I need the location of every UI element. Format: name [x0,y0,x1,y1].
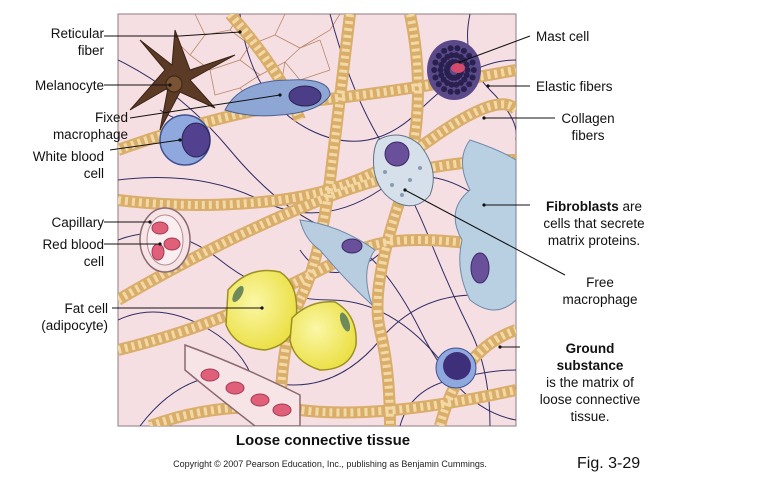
label-text: matrix proteins. [547,233,641,248]
mast-granule [470,60,476,66]
mast-granule [432,60,438,66]
label-fixed-macrophage [10,109,128,143]
label-text: Melanocyte [34,78,104,93]
label-text: are [618,199,643,214]
label-fat-cell [10,300,108,334]
mast-granule [465,67,471,73]
lymphocyte-cell [436,348,476,388]
label-text: Capillary [51,215,104,230]
label-fibroblasts [530,198,658,249]
label-text-bold: substance [556,358,624,373]
mast-granule [461,48,467,54]
label-text: (adipocyte) [41,318,108,333]
label-text: tissue. [570,409,610,424]
label-elastic-fibers [536,78,613,95]
mast-granule [431,67,437,73]
label-text: Free [586,275,614,290]
mast-granule [432,75,438,81]
label-text: cells that secrete [543,216,645,231]
label-reticular-fiber [18,25,104,59]
figure-number: Fig. 3-29 [577,455,641,472]
mast-granule [436,53,442,59]
label-text: macrophage [52,127,128,142]
mast-granule [436,81,442,87]
mast-granule [448,89,454,95]
label-text: loose connective [539,392,641,407]
mast-granule [471,67,477,73]
mast-granule [454,89,460,95]
white-blood-cell [160,115,210,165]
mast-granule [454,45,460,51]
label-text: fibers [571,128,605,143]
mast-granule [470,75,476,81]
label-text: Elastic fibers [536,79,613,94]
label-white-blood-cell [10,148,104,182]
mast-cell [427,40,481,100]
mast-granule [438,67,444,73]
label-capillary [10,214,104,231]
label-text: macrophage [562,292,638,307]
mast-granule [461,86,467,92]
mast-granule [448,45,454,51]
label-text: cell [83,166,104,181]
label-text: fiber [77,43,104,58]
capillary-vessel [140,208,190,272]
mast-granule [441,86,447,92]
figure-title: Loose connective tissue [235,432,411,449]
label-red-blood-cell [10,236,104,270]
mast-granule [466,81,472,87]
label-text: Fat cell [64,301,108,316]
label-melanocyte [10,77,104,94]
label-ground-substance [522,340,658,425]
label-mast-cell [536,28,589,45]
label-free-macrophage [560,274,640,308]
label-text: is the matrix of [546,375,634,390]
label-text: Fixed [94,110,128,125]
label-text: Collagen [561,111,615,126]
copyright-notice: Copyright © 2007 Pearson Education, Inc., publishing as Benjamin Cummings. [173,459,487,469]
mast-granule [441,48,447,54]
fibroblast-cell [455,140,516,310]
label-text: Red blood [42,237,104,252]
label-text-bold: Fibroblasts [545,199,619,214]
mast-granule [438,72,444,78]
label-text: Reticular [50,26,104,41]
label-collagen-fibers [556,110,620,144]
label-text: White blood [32,149,104,164]
label-text: Mast cell [536,29,590,44]
label-text-bold: Ground [565,341,615,356]
label-text: cell [83,254,104,269]
